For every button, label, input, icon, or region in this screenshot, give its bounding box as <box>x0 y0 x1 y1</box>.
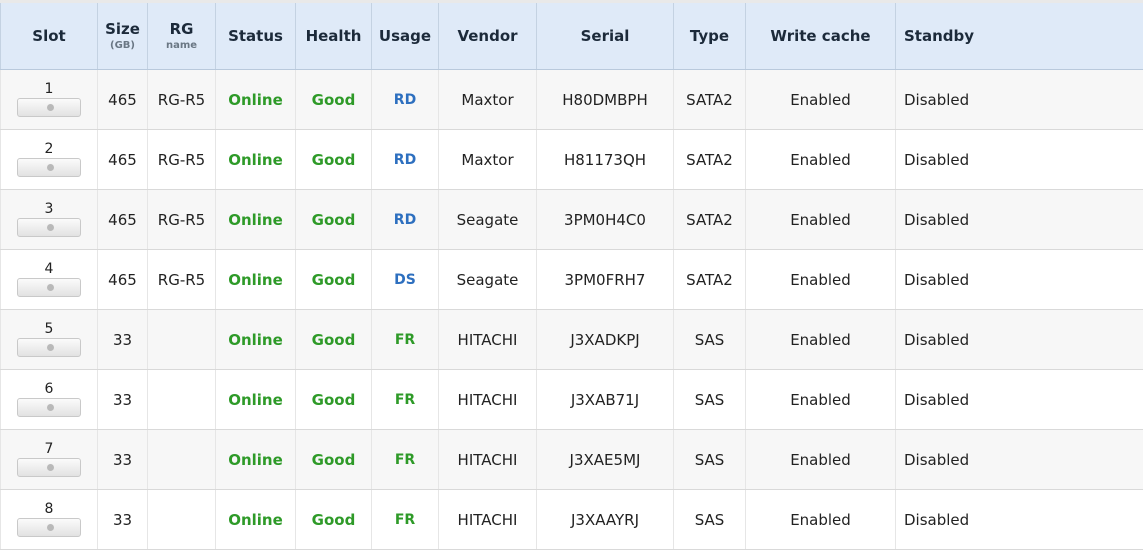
cell-health: Good <box>296 130 372 190</box>
cell-rg <box>148 490 216 550</box>
col-header-status[interactable]: Status <box>216 2 296 70</box>
slot-locate-button[interactable] <box>17 518 81 537</box>
cell-rg <box>148 430 216 490</box>
cell-write-cache: Enabled <box>746 370 896 430</box>
cell-type: SAS <box>674 430 746 490</box>
slot-number: 6 <box>1 382 97 396</box>
slot-locate-button[interactable] <box>17 398 81 417</box>
cell-serial: 3PM0FRH7 <box>537 250 674 310</box>
cell-standby: Disabled <box>896 310 1143 370</box>
cell-write-cache: Enabled <box>746 130 896 190</box>
cell-slot <box>1 70 98 130</box>
slot-locate-button[interactable] <box>17 218 81 237</box>
cell-usage: RD <box>372 70 439 130</box>
cell-vendor: HITACHI <box>439 430 537 490</box>
cell-size: 465 <box>98 190 148 250</box>
cell-type: SAS <box>674 370 746 430</box>
cell-status: Online <box>216 190 296 250</box>
col-header-vendor[interactable]: Vendor <box>439 2 537 70</box>
cell-standby: Disabled <box>896 130 1143 190</box>
slot-number: 8 <box>1 502 97 516</box>
cell-vendor: Seagate <box>439 190 537 250</box>
cell-type: SATA2 <box>674 250 746 310</box>
table-row[interactable] <box>1 190 1143 250</box>
slot-locate-button[interactable] <box>17 458 81 477</box>
slot-led-icon <box>47 284 54 291</box>
cell-size: 33 <box>98 430 148 490</box>
slot-number: 1 <box>1 82 97 96</box>
slot-locate-button[interactable] <box>17 158 81 177</box>
slot-number: 5 <box>1 322 97 336</box>
cell-size: 465 <box>98 70 148 130</box>
cell-write-cache: Enabled <box>746 430 896 490</box>
cell-status: Online <box>216 370 296 430</box>
cell-health: Good <box>296 70 372 130</box>
col-header-serial[interactable]: Serial <box>537 2 674 70</box>
slot-locate-button[interactable] <box>17 98 81 117</box>
col-header-write-cache[interactable]: Write cache <box>746 2 896 70</box>
cell-size: 465 <box>98 250 148 310</box>
cell-status: Online <box>216 490 296 550</box>
col-header-standby[interactable]: Standby <box>896 2 1143 70</box>
cell-rg: RG-R5 <box>148 190 216 250</box>
slot-led-icon <box>47 524 54 531</box>
col-header-size[interactable]: Size (GB) <box>98 2 148 70</box>
cell-standby: Disabled <box>896 430 1143 490</box>
cell-standby: Disabled <box>896 490 1143 550</box>
slot-number: 3 <box>1 202 97 216</box>
cell-usage: RD <box>372 190 439 250</box>
slot-led-icon <box>47 164 54 171</box>
cell-type: SATA2 <box>674 70 746 130</box>
table-row[interactable] <box>1 370 1143 430</box>
cell-size: 465 <box>98 130 148 190</box>
cell-slot <box>1 250 98 310</box>
cell-status: Online <box>216 130 296 190</box>
cell-status: Online <box>216 250 296 310</box>
cell-usage: RD <box>372 130 439 190</box>
cell-size: 33 <box>98 490 148 550</box>
cell-health: Good <box>296 190 372 250</box>
cell-standby: Disabled <box>896 370 1143 430</box>
cell-usage: FR <box>372 490 439 550</box>
table-row[interactable] <box>1 250 1143 310</box>
cell-write-cache: Enabled <box>746 490 896 550</box>
cell-rg: RG-R5 <box>148 130 216 190</box>
cell-write-cache: Enabled <box>746 190 896 250</box>
slot-led-icon <box>47 404 54 411</box>
col-header-type[interactable]: Type <box>674 2 746 70</box>
cell-write-cache: Enabled <box>746 70 896 130</box>
slot-led-icon <box>47 464 54 471</box>
slot-locate-button[interactable] <box>17 278 81 297</box>
cell-usage: FR <box>372 370 439 430</box>
table-header-row <box>1 2 1143 70</box>
cell-serial: J3XAAYRJ <box>537 490 674 550</box>
table-row[interactable] <box>1 430 1143 490</box>
cell-type: SAS <box>674 310 746 370</box>
col-header-health[interactable]: Health <box>296 2 372 70</box>
cell-write-cache: Enabled <box>746 310 896 370</box>
cell-health: Good <box>296 490 372 550</box>
cell-slot <box>1 430 98 490</box>
cell-health: Good <box>296 430 372 490</box>
slot-led-icon <box>47 224 54 231</box>
cell-slot <box>1 190 98 250</box>
cell-type: SATA2 <box>674 130 746 190</box>
cell-status: Online <box>216 70 296 130</box>
cell-rg: RG-R5 <box>148 250 216 310</box>
cell-serial: H81173QH <box>537 130 674 190</box>
col-header-usage[interactable]: Usage <box>372 2 439 70</box>
table-row[interactable] <box>1 490 1143 550</box>
col-header-slot[interactable]: Slot <box>1 2 98 70</box>
cell-slot <box>1 310 98 370</box>
cell-serial: 3PM0H4C0 <box>537 190 674 250</box>
cell-usage: FR <box>372 310 439 370</box>
cell-size: 33 <box>98 370 148 430</box>
cell-serial: J3XAE5MJ <box>537 430 674 490</box>
cell-write-cache: Enabled <box>746 250 896 310</box>
table-row[interactable] <box>1 130 1143 190</box>
cell-serial: J3XADKPJ <box>537 310 674 370</box>
cell-vendor: Maxtor <box>439 130 537 190</box>
cell-rg <box>148 370 216 430</box>
cell-serial: J3XAB71J <box>537 370 674 430</box>
cell-health: Good <box>296 310 372 370</box>
cell-slot <box>1 370 98 430</box>
cell-type: SATA2 <box>674 190 746 250</box>
cell-usage: DS <box>372 250 439 310</box>
cell-health: Good <box>296 370 372 430</box>
cell-usage: FR <box>372 430 439 490</box>
cell-health: Good <box>296 250 372 310</box>
cell-status: Online <box>216 310 296 370</box>
cell-vendor: Maxtor <box>439 70 537 130</box>
cell-vendor: Seagate <box>439 250 537 310</box>
table-row[interactable] <box>1 70 1143 130</box>
cell-rg: RG-R5 <box>148 70 216 130</box>
slot-number: 2 <box>1 142 97 156</box>
slot-number: 7 <box>1 442 97 456</box>
table-row[interactable] <box>1 310 1143 370</box>
size-unit-label: (GB) <box>98 40 147 51</box>
cell-vendor: HITACHI <box>439 370 537 430</box>
cell-slot <box>1 130 98 190</box>
col-header-rg[interactable]: RG name <box>148 2 216 70</box>
cell-standby: Disabled <box>896 250 1143 310</box>
slot-number: 4 <box>1 262 97 276</box>
cell-standby: Disabled <box>896 190 1143 250</box>
cell-standby: Disabled <box>896 70 1143 130</box>
cell-type: SAS <box>674 490 746 550</box>
slot-led-icon <box>47 104 54 111</box>
cell-serial: H80DMBPH <box>537 70 674 130</box>
cell-rg <box>148 310 216 370</box>
slot-locate-button[interactable] <box>17 338 81 357</box>
rg-sub-label: name <box>148 40 215 51</box>
cell-vendor: HITACHI <box>439 310 537 370</box>
cell-status: Online <box>216 430 296 490</box>
slot-led-icon <box>47 344 54 351</box>
cell-vendor: HITACHI <box>439 490 537 550</box>
cell-size: 33 <box>98 310 148 370</box>
cell-slot <box>1 490 98 550</box>
